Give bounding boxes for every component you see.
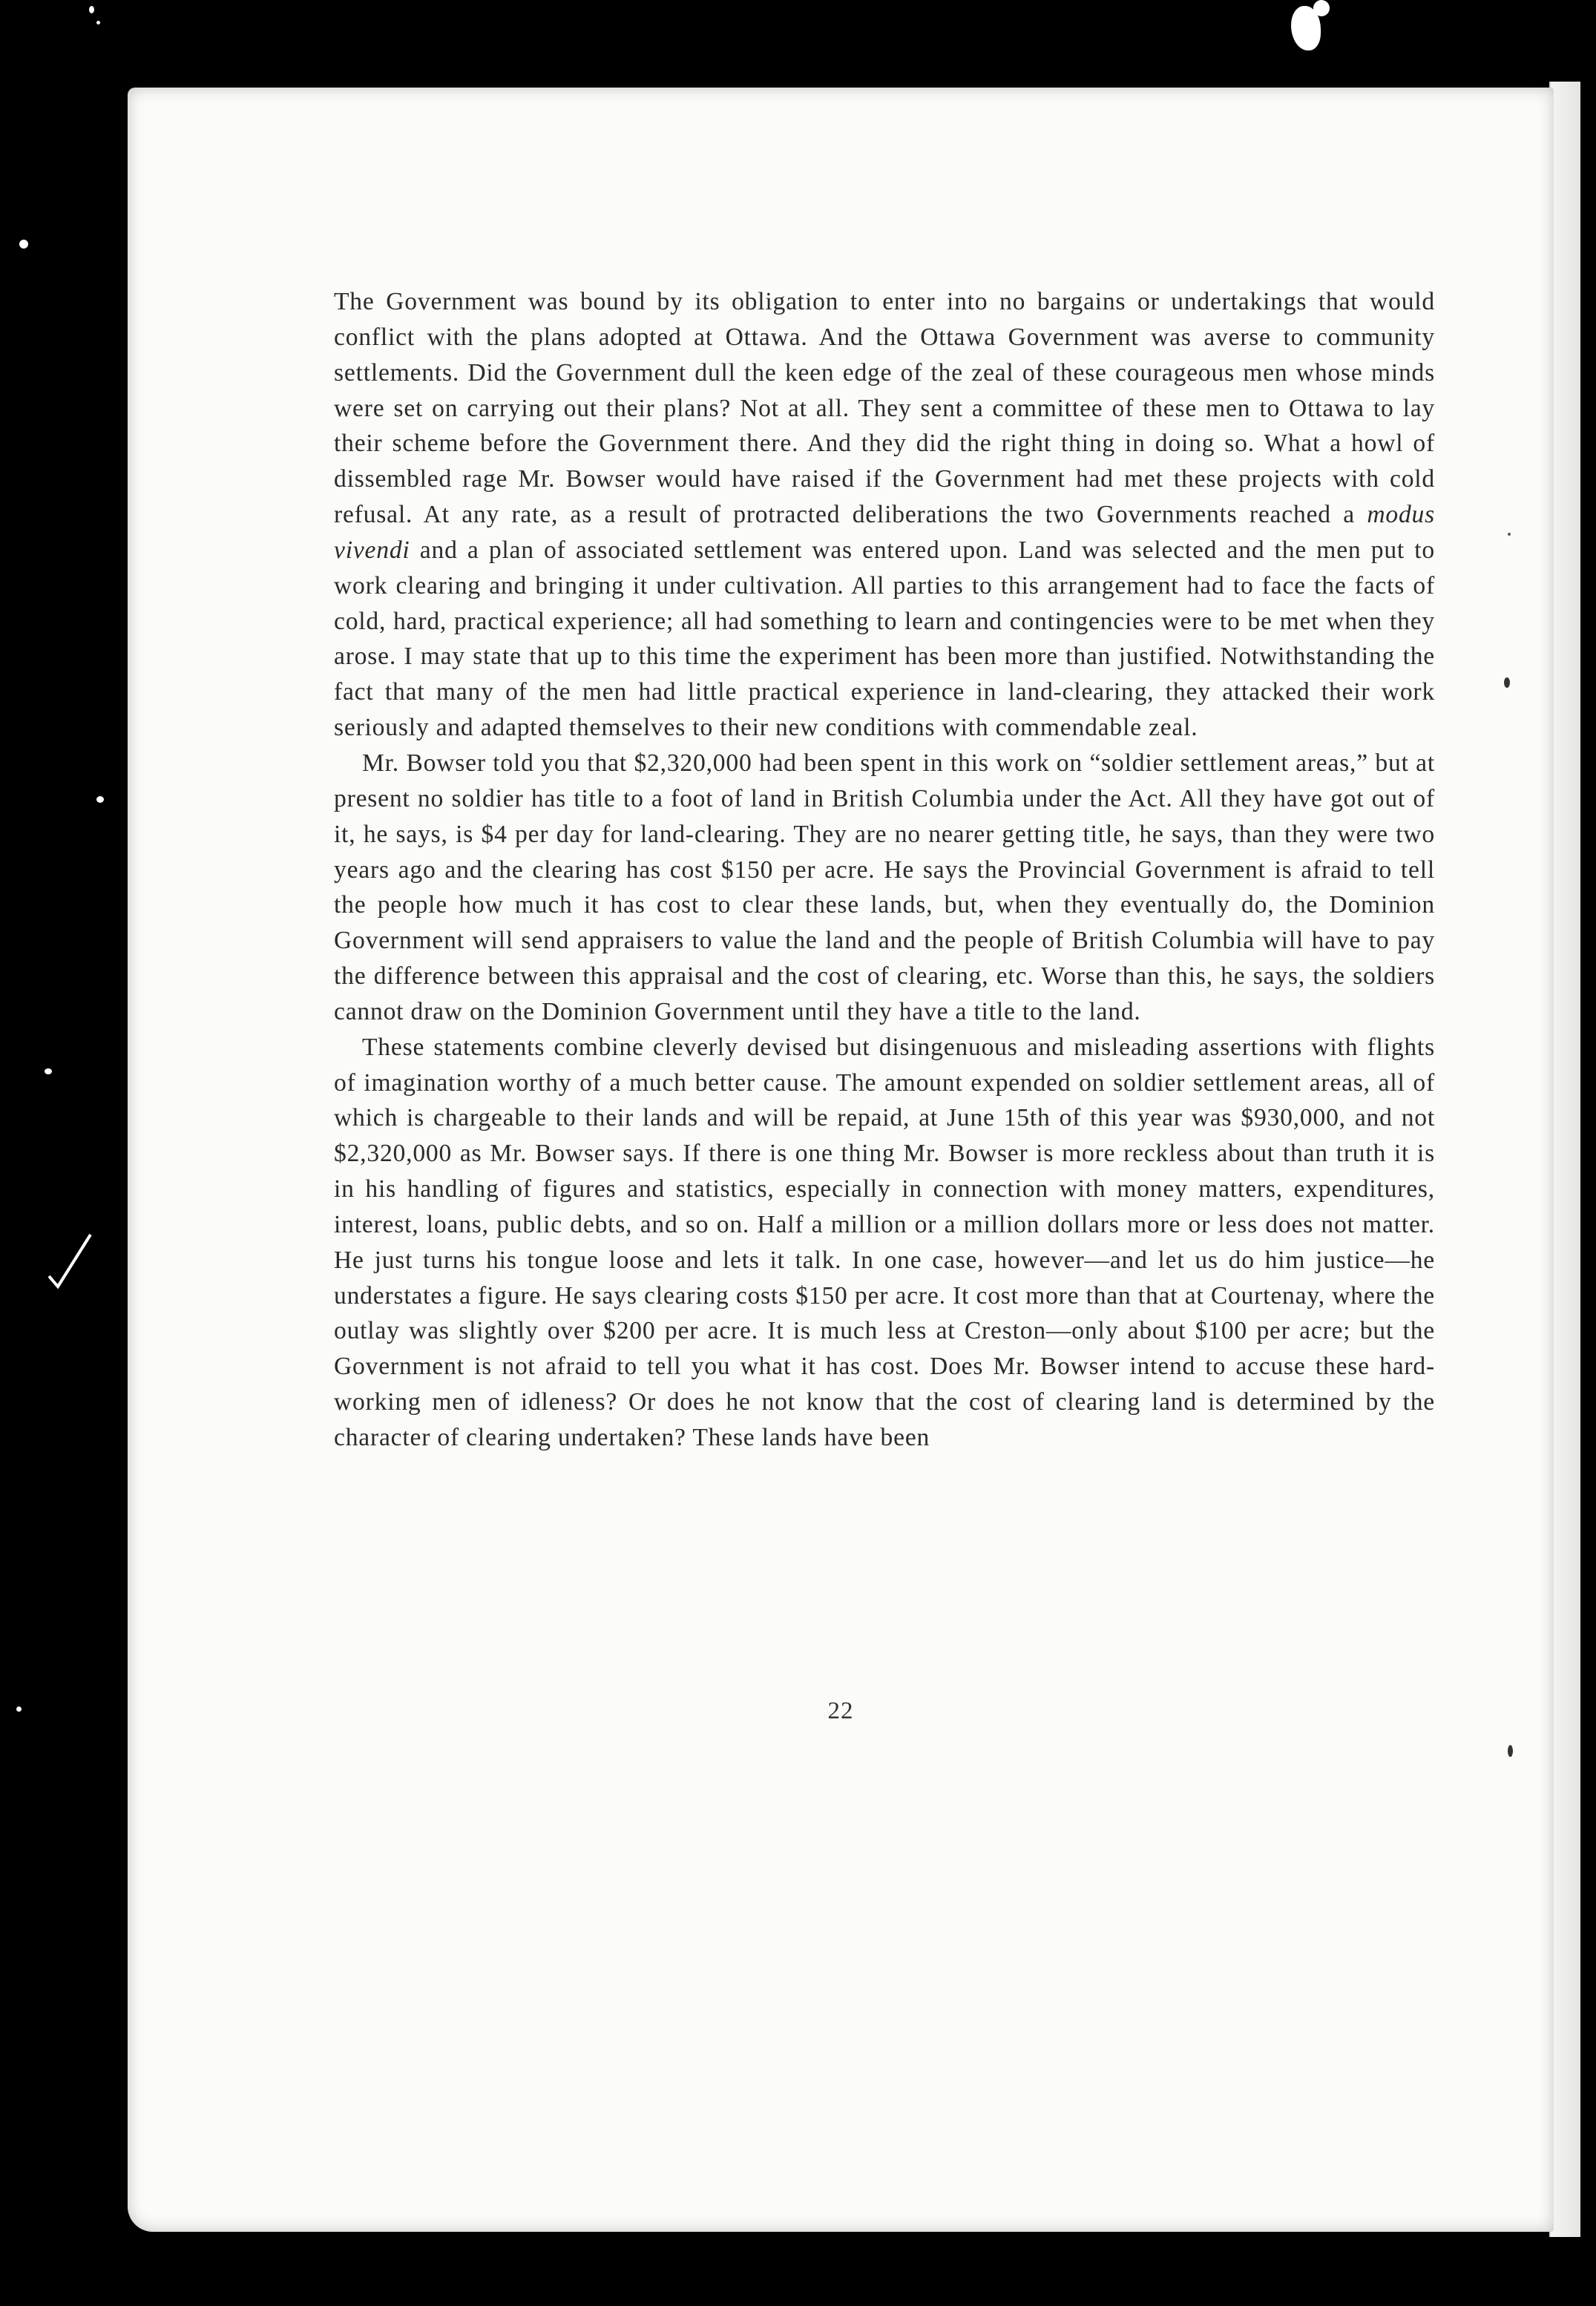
scan-dot-left [16,1706,22,1712]
page-speck [1504,677,1510,688]
adjacent-page-edge [1549,82,1580,2237]
scan-dot-left [89,6,94,13]
page-speck [1508,1745,1513,1757]
paragraph-text: Mr. Bowser told you that $2,320,000 had been spent in this work on “soldier settlement areas,” but at present no soldier has title to a foot of land in British Columbia under the Act. All they have got out of it, he says, is $4 per day for land-clearing. They are no nearer getting title, he says, than they were two years ago and the clearing has cost $150 per acre. He says the Provincial Government is afraid to tell the people how much it has cost to clear these lands, but, when they eventually do, the Dominion Government will send appraisers to value the land and the people of British Columbia will have to pay the difference between this appraisal and the cost of clearing, etc. Worse than this, he says, the soldiers cannot draw on the Dominion Government until they have a title to the land. [334,749,1435,1025]
paragraph-text: The Government was bound by its obligation to enter into no bargains or undertakings that would conflict with the plans adopted at Ottawa. And the Ottawa Government was averse to community settlements. Did the Government dull the keen edge of the zeal of these courageous men whose minds were set on carrying out their plans? Not at all. They sent a committee of these men to Ottawa to lay their scheme before the Government there. And they did the right thing in doing so. What a howl of dissembled rage Mr. Bowser would have raised if the Government had met these projects with cold refusal. At any rate, as a result of protracted deliberations the two Governments reached a [334,288,1435,529]
scan-dot-left [96,21,100,24]
scan-speck [1313,0,1330,16]
page-speck [1508,533,1511,536]
scan-dot-left [45,1068,52,1074]
body-text [334,284,1435,1456]
document-page [128,88,1554,2232]
scan-pen-mark [45,1224,96,1291]
scan-dot-left [96,796,104,803]
paragraph [334,1030,1435,1456]
scan-dot-left [19,240,28,249]
page-number: 22 [827,1698,854,1724]
paragraph-text-continued: and a plan of associated settlement was entered upon. Land was selected and the men put to work clearing and bringing it under cultivation. All parties to this arrangement had to face the facts of cold, hard, practical experience; all had something to learn and contingencies were to be met when they arose. I may state that up to this time the experiment has been more than justified. Notwithstanding the fact that many of the men had little practical experience in land-clearing, they attacked their work seriously and adapted themselves to their new conditions with commendable zeal. [334,536,1435,742]
paragraph [334,284,1435,746]
latin-phrase: modus vivendi [334,501,1435,564]
paragraph-text: These statements combine cleverly devised but disingenuous and misleading assertions with flights of imagination worthy of a much better cause. The amount expended on soldier settlement areas, all of which is chargeable to their lands and will be repaid, at June 15th of this year was $930,000, and not $2,320,000 as Mr. Bowser says. If there is one thing Mr. Bowser is more reckless about than truth it is in his handling of figures and statistics, especially in connection with money matters, expenditures, interest, loans, public debts, and so on. Half a million or a million dollars more or less does not matter. He just turns his tongue loose and lets it talk. In one case, however—and let us do him justice—he understates a figure. He says clearing costs $150 per acre. It cost more than that at Courtenay, where the outlay was slightly over $200 per acre. It is much less at Creston—only about $100 per acre; but the Government is not afraid to tell you what it has cost. Does Mr. Bowser intend to accuse these hard-working men of idleness? Or does he not know that the cost of clearing land is determined by the character of clearing undertaken? These lands have been [334,1033,1435,1451]
paragraph [334,746,1435,1030]
